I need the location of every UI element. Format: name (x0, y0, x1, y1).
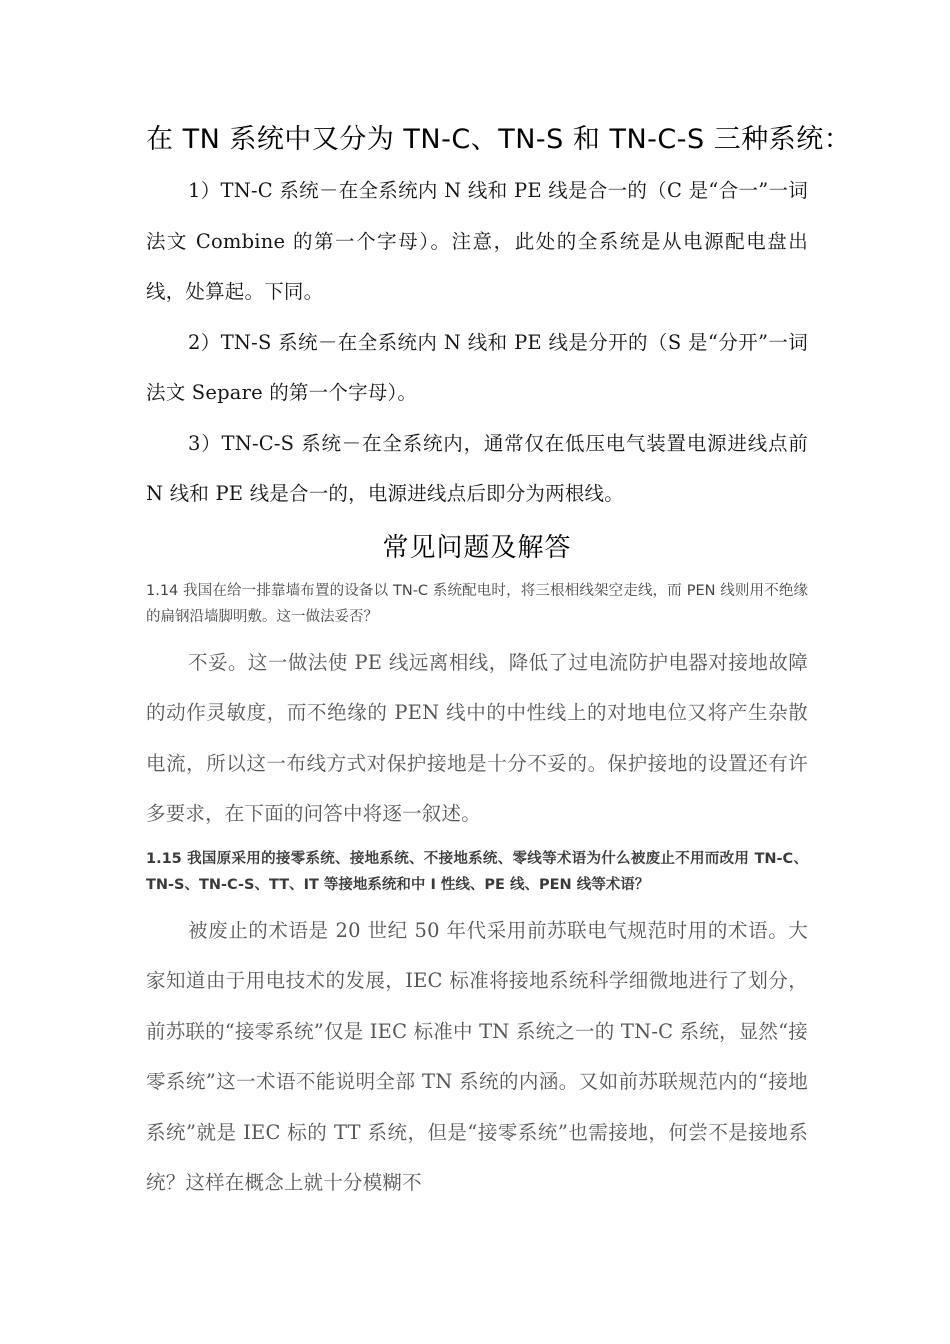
paragraph-tn-c: 1）TN-C 系统－在全系统内 N 线和 PE 线是合一的（C 是“合一”一词法文 Combine 的第一个字母）。注意，此处的全系统是从电源配电盘出线，处算起。下同。 (146, 179, 808, 303)
faq-title: 常见问题及解答 (382, 532, 572, 563)
faq-question-1-15: 1.15 我国原采用的接零系统、接地系统、不接地系统、零线等术语为什么被废止不用而改用 TN-C、TN-S、TN-C-S、TT、IT 等接地系统和中 I 性线、PE 线、PEN 线等术语？ (146, 850, 808, 893)
paragraph-tn-c-s: 3）TN-C-S 系统－在全系统内，通常仅在低压电气装置电源进线点前 N 线和 PE 线是合一的，电源进线点后即分为两根线。 (146, 431, 808, 505)
paragraph-tn-s: 2）TN-S 系统－在全系统内 N 线和 PE 线是分开的（S 是“分开”一词法文 Separe 的第一个字母）。 (146, 330, 808, 404)
faq-answer-1-14: 不妥。这一做法使 PE 线远离相线，降低了过电流防护电器对接地故障的动作灵敏度，而不绝缘的 PEN 线中的中性线上的对地电位又将产生杂散电流，所以这一布线方式对保护接地是十分不妥的。保护接地的设置还有许多要求，在下面的问答中将逐一叙述。 (146, 650, 808, 825)
faq-question-1-14: 1.14 我国在给一排靠墙布置的设备以 TN-C 系统配电时，将三根相线架空走线，而 PEN 线则用不绝缘的扁钢沿墙脚明敷。这一做法妥否？ (146, 582, 808, 625)
main-heading: 在 TN 系统中又分为 TN-C、TN-S 和 TN-C-S 三种系统： (146, 124, 852, 155)
faq-answer-1-15: 被废止的术语是 20 世纪 50 年代采用前苏联电气规范时用的术语。大家知道由于用电技术的发展，IEC 标准将接地系统科学细微地进行了划分，前苏联的“接零系统”仅是 IEC 标准中 TN 系统之一的 TN-C 系统，显然“接零系统”这一术语不能说明全部 TN 系统的内涵。又如前苏联规范内的“接地系统”就是 IEC 标的 TT 系统，但是“接零系统”也需接地，何尝不是接地系统？这样在概念上就十分模糊不 (146, 918, 809, 1194)
